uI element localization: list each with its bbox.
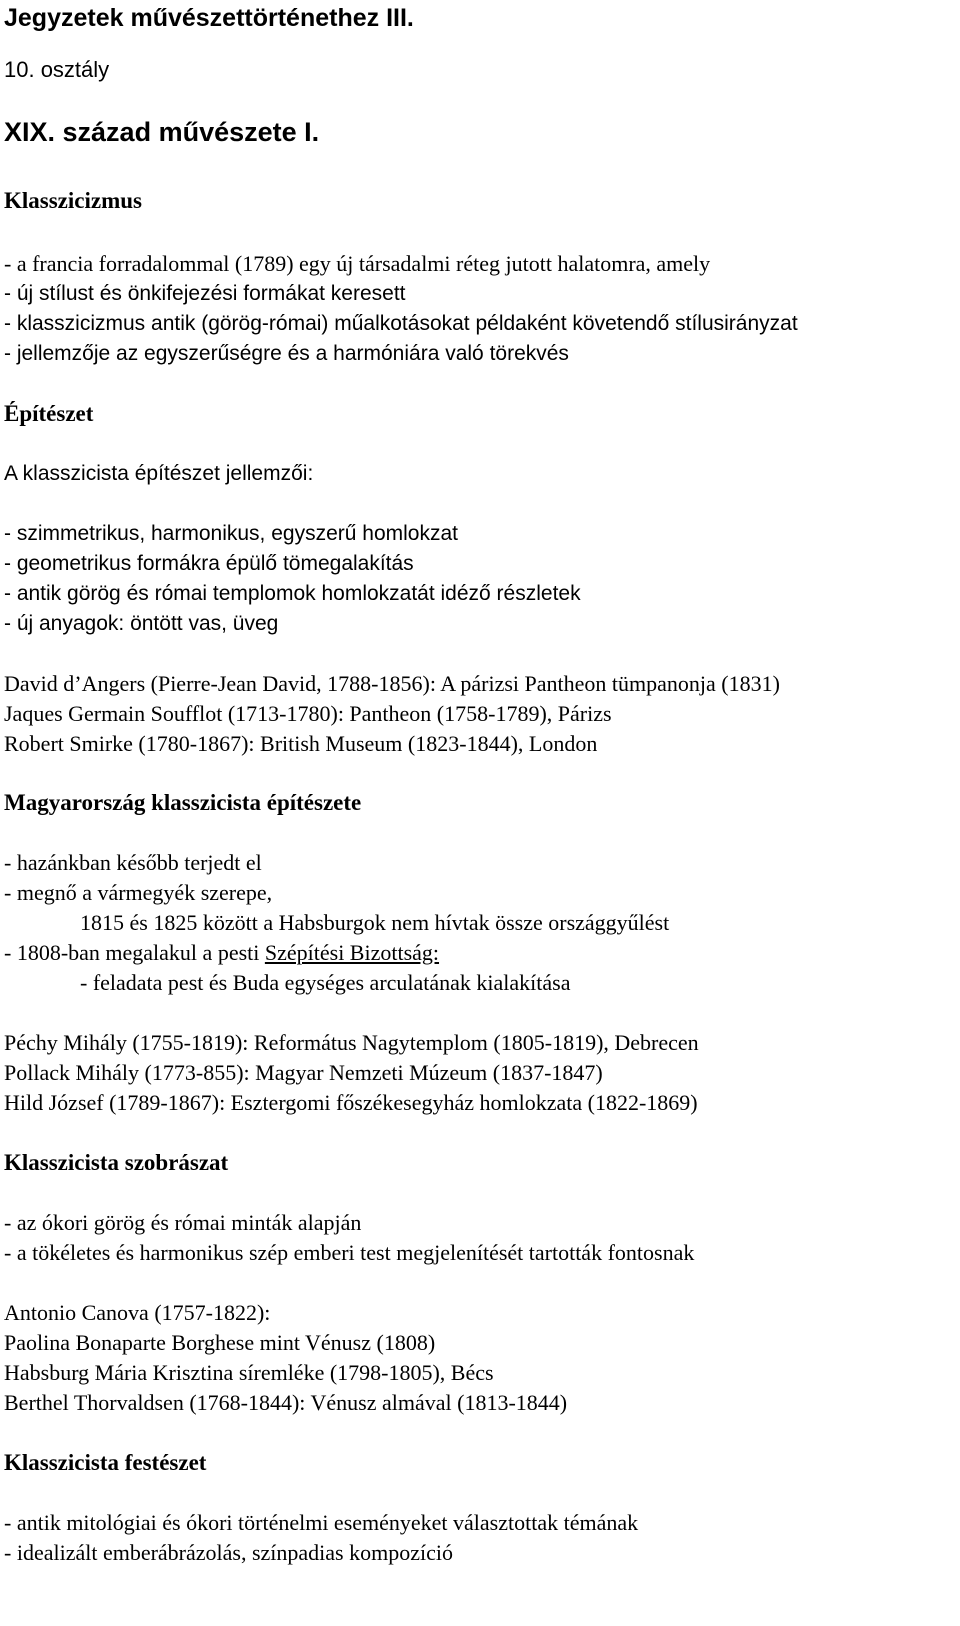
szobraszat-bullet-2: - a tökéletes és harmonikus szép emberi test megjelenítését tartották fontosnak bbox=[4, 1240, 695, 1265]
epiteszet-work-3: Robert Smirke (1780-1867): British Museum (1823-1844), London bbox=[4, 731, 598, 756]
klasszicizmus-bullet-4: - jellemzője az egyszerűségre és a harmóniára való törekvés bbox=[4, 342, 569, 365]
szobraszat-bullet-1: - az ókori görög és római minták alapján bbox=[4, 1210, 362, 1235]
magyar-line-3: 1815 és 1825 között a Habsburgok nem hívtak össze országgyűlést bbox=[80, 910, 670, 935]
szepitesi-bizottsag-label: Szépítési Bizottság: bbox=[264, 940, 440, 965]
epiteszet-bullet-3: - antik görög és római templomok homlokzatát idéző részletek bbox=[4, 582, 581, 605]
epiteszet-work-1: David d’Angers (Pierre-Jean David, 1788-1856): A párizsi Pantheon tümpanonja (1831) bbox=[4, 671, 780, 696]
szobraszat-work-1: Antonio Canova (1757-1822): bbox=[4, 1300, 271, 1325]
section-title: XIX. század művészete I. bbox=[4, 117, 320, 147]
magyar-work-1: Péchy Mihály (1755-1819): Református Nagytemplom (1805-1819), Debrecen bbox=[4, 1030, 699, 1055]
heading-magyarorszag: Magyarország klasszicista építészete bbox=[4, 790, 362, 815]
heading-epiteszet: Építészet bbox=[4, 401, 94, 426]
szobraszat-work-2: Paolina Bonaparte Borghese mint Vénusz (1808) bbox=[4, 1330, 436, 1355]
document-title: Jegyzetek művészettörténethez III. bbox=[4, 4, 414, 32]
epiteszet-work-2: Jaques Germain Soufflot (1713-1780): Pantheon (1758-1789), Párizs bbox=[4, 701, 612, 726]
heading-klasszicizmus: Klasszicizmus bbox=[4, 188, 142, 213]
epiteszet-bullet-1: - szimmetrikus, harmonikus, egyszerű homlokzat bbox=[4, 522, 458, 545]
grade-label: 10. osztály bbox=[4, 57, 110, 82]
magyar-line-1: - hazánkban később terjedt el bbox=[4, 850, 262, 875]
magyar-work-3: Hild József (1789-1867): Esztergomi főszékesegyház homlokzata (1822-1869) bbox=[4, 1090, 698, 1115]
epiteszet-intro: A klasszicista építészet jellemzői: bbox=[4, 462, 314, 485]
szobraszat-work-4: Berthel Thorvaldsen (1768-1844): Vénusz almával (1813-1844) bbox=[4, 1390, 568, 1415]
epiteszet-bullet-2: - geometrikus formákra épülő tömegalakítás bbox=[4, 552, 414, 575]
festeszet-bullet-1: - antik mitológiai és ókori történelmi eseményeket választottak témának bbox=[4, 1510, 639, 1535]
festeszet-bullet-2: - idealizált emberábrázolás, színpadias kompozíció bbox=[4, 1540, 453, 1565]
klasszicizmus-bullet-1: - a francia forradalommal (1789) egy új társadalmi réteg jutott halatomra, amely bbox=[4, 251, 711, 276]
klasszicizmus-bullet-3: - klasszicizmus antik (görög-római) műalkotásokat példaként követendő stílusirányzat bbox=[4, 312, 798, 335]
magyar-line-2: - megnő a vármegyék szerepe, bbox=[4, 880, 273, 905]
heading-szobraszat: Klasszicista szobrászat bbox=[4, 1150, 229, 1175]
magyar-line-5: - feladata pest és Buda egységes arculatának kialakítása bbox=[80, 970, 571, 995]
magyar-line-4 bbox=[4, 940, 439, 966]
klasszicizmus-bullet-2: - új stílust és önkifejezési formákat keresett bbox=[4, 282, 406, 305]
szobraszat-work-3: Habsburg Mária Krisztina síremléke (1798-1805), Bécs bbox=[4, 1360, 494, 1385]
magyar-work-2: Pollack Mihály (1773-855): Magyar Nemzeti Múzeum (1837-1847) bbox=[4, 1060, 603, 1085]
epiteszet-bullet-4: - új anyagok: öntött vas, üveg bbox=[4, 612, 279, 635]
heading-festeszet: Klasszicista festészet bbox=[4, 1450, 207, 1475]
magyar-line-4-prefix: - 1808-ban megalakul a pesti bbox=[4, 940, 265, 965]
